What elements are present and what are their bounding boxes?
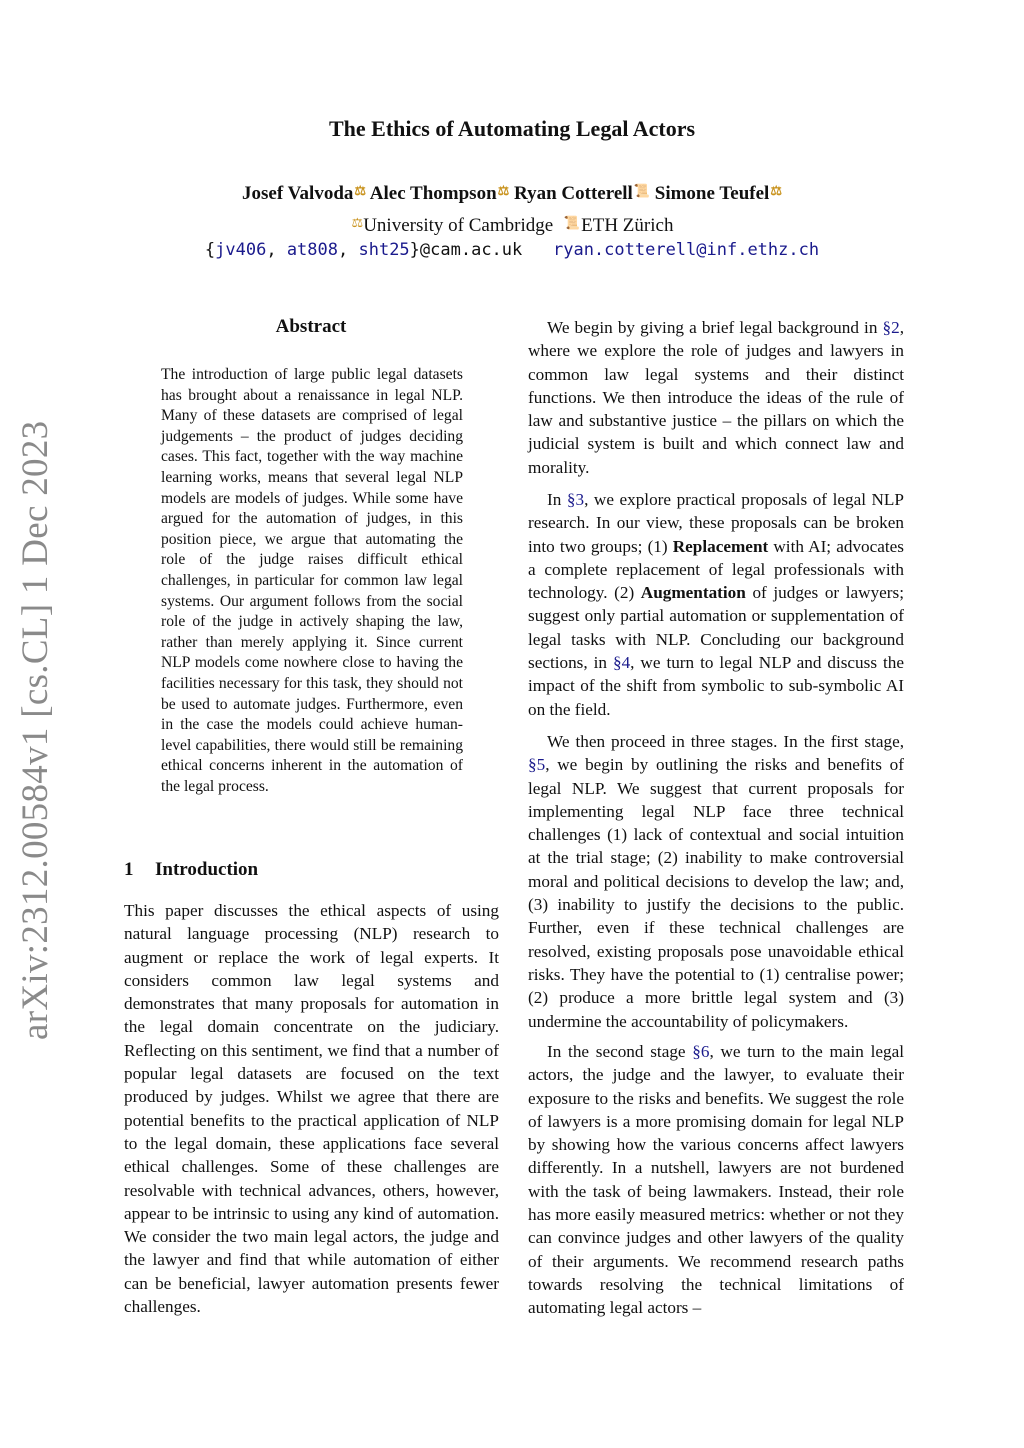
author-name: Alec Thompson — [369, 183, 497, 204]
text-run: , we explore practical proposals of legal NLP research. In our view, these proposals can be broken into two groups; (1) — [528, 490, 904, 556]
section-link[interactable]: §5 — [528, 755, 546, 775]
section-link[interactable]: §4 — [612, 653, 631, 673]
email-line: {jv406, at808, sht25}@cam.ac.uk ryan.cotterell@inf.ethz.ch — [204, 240, 820, 260]
affiliations — [0, 215, 1024, 237]
author-list — [0, 183, 1024, 205]
scales-icon: ⚖ — [497, 183, 510, 198]
section-title: Introduction — [155, 859, 259, 880]
section-link[interactable]: §3 — [566, 490, 585, 509]
text-run: We begin by giving a brief legal background in — [547, 318, 883, 337]
abstract-body: The introduction of large public legal datasets has brought about a renaissance in legal NLP. Many of these datasets are comprised of legal judgements – the product of judges deciding cases. This fact, together with the way machine learning works, means that several legal NLP models are models of judges. While some have argued for the automation of judges, in this position piece, we argue that automating the role of the judge raises difficult ethical challenges, in particular for common law legal systems. Our argument follows from the social role of the judge in actively shaping the law, rather than merely applying it. Since current NLP models come nowhere close to having the facilities necessary for this task, they should not be used to automate judges. Furthermore, even in the case the models could achieve human-level capabilities, there would still be remaining ethical concerns inherent in the automation of the legal process. — [161, 366, 463, 795]
introduction-body: This paper discusses the ethical aspects of using natural language processing (NLP) research to augment or replace the work of legal experts. It considers common law legal systems and demonstrates that many proposals for automation in the legal domain concentrate on the judiciary. Reflecting on this sentiment, we find that a number of popular legal datasets are focused on the text produced by judges. Whilst we agree that there are potential benefits to the practical application of NLP to the legal domain, these applications face several ethical challenges. Some of these challenges are resolvable with technical advances, others, however, appear to be intrinsic to using any kind of automation. We consider the two main legal actors, the judge and the lawyer and find that while automation of either can be beneficial, lawyer automation presents fewer challenges. — [124, 901, 499, 1317]
section-link[interactable]: §2 — [882, 318, 900, 337]
email-link[interactable]: at808 — [286, 240, 338, 260]
scales-icon: ⚖ — [770, 183, 782, 198]
paragraph-second-stage — [528, 1040, 904, 1320]
author-name: Ryan Cotterell — [514, 183, 633, 204]
affiliation-eth: ETH Zürich — [581, 215, 674, 236]
section-number: 1 — [124, 859, 134, 880]
scales-icon: ⚖ — [354, 183, 367, 198]
text-run: with AI; advocates a complete replacement of legal professionals with technology. (2) — [528, 536, 904, 603]
text-run: We then proceed in three stages. In the first stage, — [547, 732, 904, 751]
scales-icon: ⚖ — [351, 215, 364, 230]
affiliation-cambridge: University of Cambridge — [363, 215, 554, 236]
scroll-icon: 📜 — [563, 215, 581, 230]
section-heading-introduction — [124, 859, 258, 881]
text-run: , we turn to the main legal actors, the judge and the lawyer, to evaluate their exposure to the risks and benefits. We suggest the role of lawyers is a more promising domain for legal NLP by showing how the various concerns affect lawyers differently. In a nutshell, lawyers are not burdened with the task of being lawmakers. Instead, their role has more easily measured metrics: whether or not they can convince judges and other lawyers of the quality of their arguments. We recommend research paths towards resolving the technical limitations of automating legal actors – — [528, 1042, 904, 1318]
abstract-heading: Abstract — [275, 316, 347, 337]
term-replacement: Replacement — [672, 536, 769, 556]
paragraph-proposals — [528, 488, 904, 721]
email-link[interactable]: sht25 — [358, 240, 410, 260]
email-link[interactable]: ryan.cotterell@inf.ethz.ch — [552, 240, 820, 260]
text-run: , where we explore the role of judges and lawyers in common law legal systems and their distinct functions. We then introduce the ideas of the rule of law and substantive justice – the pillars on which the judicial system is built and which connect law and morality. — [528, 318, 904, 477]
paragraph-background — [528, 316, 904, 479]
section-link[interactable]: §6 — [692, 1042, 710, 1061]
text-run: In — [547, 490, 567, 509]
email-brace: { — [204, 240, 216, 260]
text-run: In the second stage — [547, 1042, 693, 1061]
paragraph-stages — [528, 730, 904, 1033]
text-run: of judges or lawyers; suggest only partial automation or supplementation of legal tasks with NLP. Concluding our background sections, in — [528, 583, 904, 673]
author-name: Josef Valvoda — [242, 183, 354, 204]
email-link[interactable]: jv406 — [215, 240, 267, 260]
author-name: Simone Teufel — [654, 183, 770, 204]
text-run: , we turn to legal NLP and discuss the impact of the shift from symbolic to sub-symbolic AI on the field. — [528, 653, 904, 719]
term-augmentation: Augmentation — [640, 583, 746, 603]
email-domain: }@cam.ac.uk — [409, 240, 523, 260]
scroll-icon: 📜 — [633, 183, 650, 198]
arxiv-identifier: arXiv:2312.00584v1 [cs.CL] 1 Dec 2023 — [15, 420, 56, 1040]
paper-title: The Ethics of Automating Legal Actors — [328, 116, 696, 141]
text-run: , we begin by outlining the risks and benefits of legal NLP. We suggest that current proposals for implementing legal NLP face three technical challenges (1) lack of contextual and social intuition at the trial stage; (2) inability to make controversial moral and political decisions to develop the law; and, (3) inability to justify the decisions to the public. Further, even if these technical challenges are resolved, existing proposals pose unavoidable ethical risks. They have the potential to (1) centralise power; (2) produce a more brittle legal system and (3) undermine the accountability of policymakers. — [528, 755, 904, 1031]
